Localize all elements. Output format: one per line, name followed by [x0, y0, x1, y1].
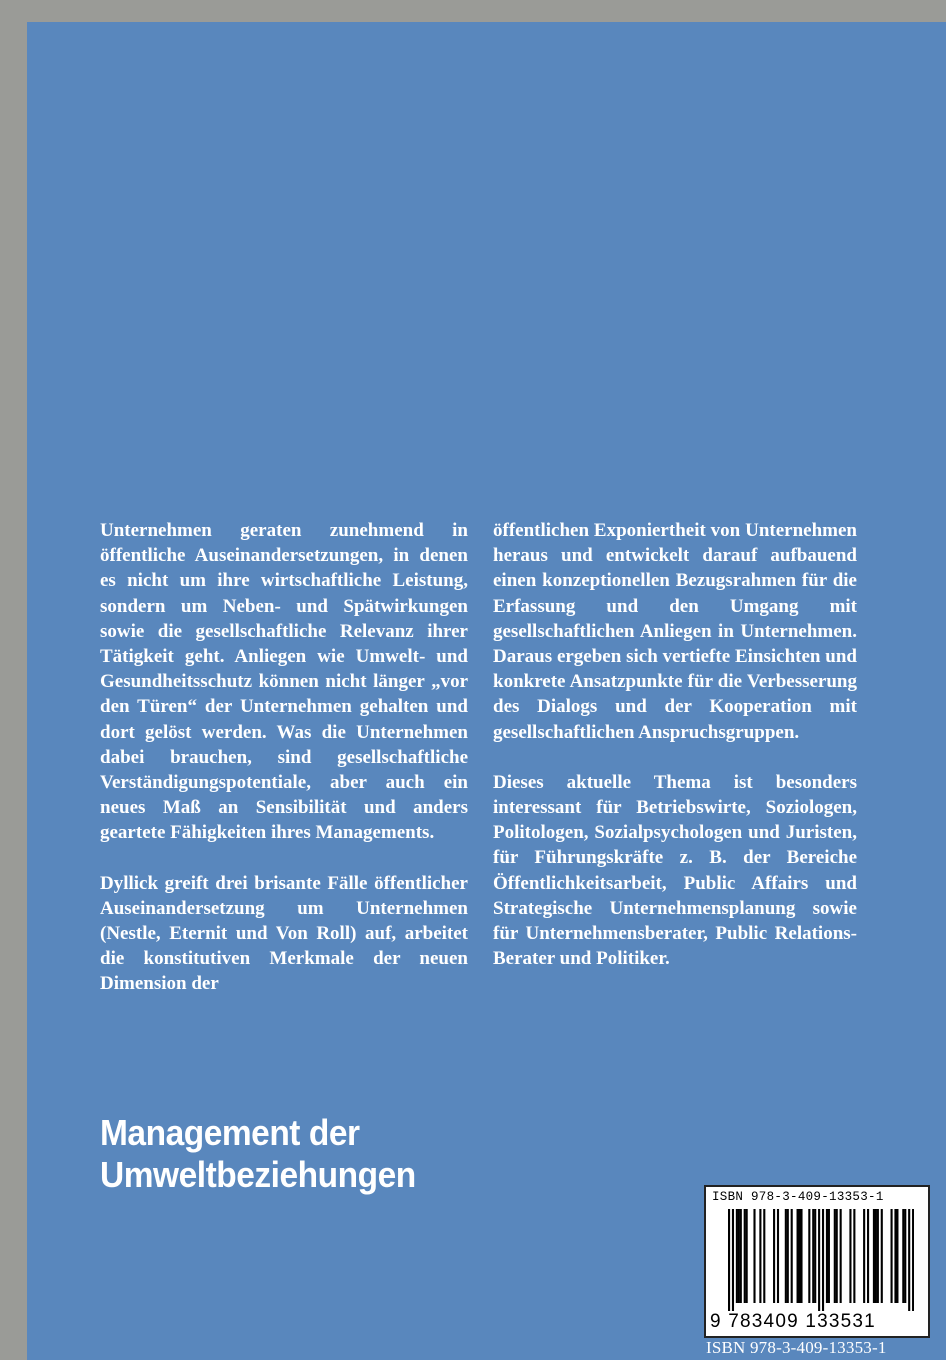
barcode-bar: [828, 1209, 830, 1303]
blurb-left-column: [100, 518, 468, 1022]
barcode-bar: [736, 1209, 738, 1303]
barcode-bar: [785, 1209, 787, 1303]
barcode-bar: [787, 1209, 789, 1303]
barcode-bar: [738, 1209, 740, 1303]
barcode-bar: [873, 1209, 875, 1303]
barcode-bar: [826, 1209, 828, 1303]
barcode-bar: [894, 1209, 896, 1303]
barcode-bar: [877, 1209, 879, 1303]
barcode-bar: [822, 1209, 824, 1311]
barcode-bar: [800, 1209, 802, 1303]
barcode-bars: [728, 1209, 914, 1311]
isbn-footer: ISBN 978-3-409-13353-1: [706, 1338, 887, 1357]
blurb-paragraph-4: Dieses aktuelle Thema ist besonders interessant für Betriebswirte, Soziologen, Politologen, Sozialpsychologen und Juristen, für Führungskräfte z. B. der Bereiche Öffentlichkeitsarbeit, Public Affairs und Strategische Unternehmensplanung sowie für Unternehmensberater, Public Relations-Berater und Politiker.: [493, 771, 857, 970]
barcode-bar: [853, 1209, 855, 1303]
barcode-bar: [746, 1209, 748, 1303]
barcode-digits: 9 783409 133531: [710, 1311, 876, 1332]
barcode-isbn-text: ISBN 978-3-409-13353-1: [712, 1190, 884, 1204]
barcode-bar: [797, 1209, 799, 1303]
barcode-bar: [863, 1209, 865, 1303]
barcode-bar: [798, 1209, 800, 1303]
blurb-right-column: [493, 518, 857, 996]
book-title-line-2: Umweltbeziehungen: [100, 1154, 416, 1195]
barcode-bar: [759, 1209, 761, 1303]
barcode-bar: [777, 1209, 779, 1303]
barcode-bar: [908, 1209, 910, 1311]
barcode-bar: [763, 1209, 765, 1303]
barcode-bar: [875, 1209, 877, 1303]
barcode-bar: [791, 1209, 793, 1303]
blurb-paragraph-2: Dyllick greift drei brisante Fälle öffentlicher Auseinandersetzung um Unternehmen (Nestle, Eternit und Von Roll) auf, arbeitet die konstitutiven Merkmale der neuen Dimension der: [100, 872, 468, 995]
barcode-bar: [912, 1209, 914, 1311]
barcode-bar: [867, 1209, 869, 1303]
barcode-bar: [834, 1209, 836, 1303]
blurb-paragraph-3: öffentlichen Exponiertheit von Unternehmen heraus und entwickelt darauf aufbauend einen konzeptionellen Bezugsrahmen für die Erfassung und den Umgang mit gesellschaftlichen Anliegen in Unternehmen. Daraus ergeben sich vertiefte Einsichten und konkrete Ansatzpunkte für die Verbesserung des Dialogs und der Kooperation mit gesellschaftlichen Anspruchsgruppen.: [493, 520, 857, 743]
barcode-bar: [840, 1209, 842, 1303]
barcode-bar: [891, 1209, 893, 1303]
barcode-bar: [728, 1209, 730, 1311]
book-title: [100, 1112, 416, 1196]
barcode-bar: [732, 1209, 734, 1311]
barcode-bar: [836, 1209, 838, 1303]
barcode-bar: [808, 1209, 810, 1303]
barcode-bar: [896, 1209, 898, 1303]
barcode-bar: [812, 1209, 814, 1303]
barcode-bar: [849, 1209, 851, 1303]
blurb-paragraph-1: Unternehmen geraten zunehmend in öffentliche Auseinandersetzungen, in denen es nicht um ihre wirtschaftliche Leistung, sondern um Neben- und Spätwirkungen sowie die gesellschaftliche Relevanz ihrer Tätigkeit geht. Anliegen wie Umwelt- und Gesundheitsschutz können nicht länger „vor den Türen“ der Unternehmen gehalten und dort gelöst werden. Was die Unternehmen dabei brauchen, sind gesellschaftliche Verständigungspotentiale, aber auch ein neues Maß an Sensibilität und anders geartete Fähigkeiten ihres Managements.: [100, 520, 468, 844]
barcode-bar: [740, 1209, 742, 1303]
barcode-bar: [814, 1209, 816, 1303]
barcode-bar: [881, 1209, 883, 1303]
barcode-bar: [753, 1209, 755, 1303]
barcode-bar: [744, 1209, 746, 1303]
barcode-bar: [818, 1209, 820, 1311]
book-title-line-1: Management der: [100, 1112, 360, 1153]
barcode-bar: [904, 1209, 906, 1303]
barcode-bar: [773, 1209, 775, 1303]
barcode-bar: [902, 1209, 904, 1303]
barcode-label: [704, 1185, 930, 1338]
